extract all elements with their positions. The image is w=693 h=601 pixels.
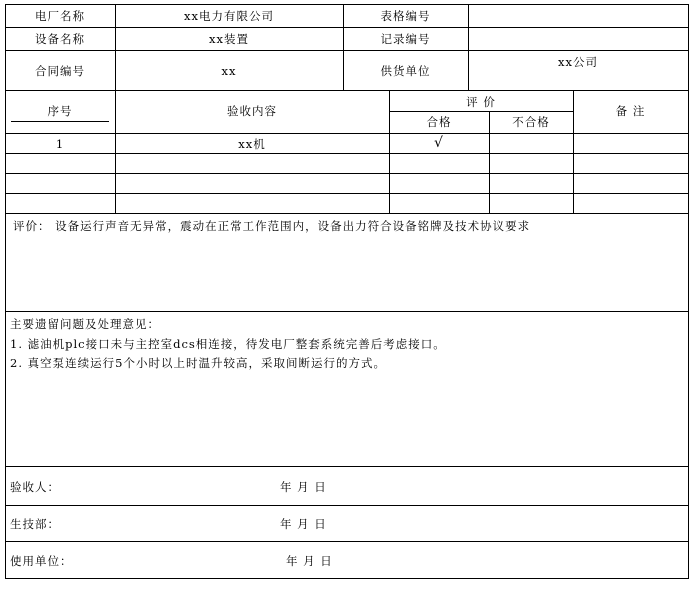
record-no-label: 记录编号 [380,32,431,46]
row-pass-check: √ [434,135,444,151]
plant-value: xx电力有限公司 [184,9,274,23]
border-left [5,4,6,579]
row-seq: 1 [55,137,65,151]
col-fail-header: 不合格 [512,115,550,129]
contract-value: xx [221,64,237,78]
rule [5,193,689,194]
col-note-header: 备 注 [615,104,646,118]
rule [389,111,574,112]
col-content-header: 验收内容 [227,104,277,118]
plant-label: 电厂名称 [35,9,85,23]
inspector-label: 验收人： [10,480,60,494]
equipment-label: 设备名称 [35,32,85,46]
rule [5,213,689,214]
tech-dept-date: 年 月 日 [280,517,327,531]
supplier-label: 供货单位 [380,64,431,78]
supplier-value: xx公司 [558,55,598,69]
rule [5,153,689,154]
rule [5,90,689,91]
rule [5,27,689,28]
col-pass-header: 合格 [426,115,452,129]
border-right [688,4,689,579]
seq-underline [11,121,109,122]
border-bottom [5,578,689,579]
border-top [5,4,689,5]
contract-label: 合同编号 [35,64,85,78]
user-unit-label: 使用单位： [10,554,73,568]
issue-item: 1. 滤油机plc接口未与主控室dcs相连接，待发电厂整套系统完善后考虑接口。 [10,337,446,351]
rule [5,311,689,312]
rule [468,4,469,91]
tech-dept-label: 生技部： [10,517,60,531]
rule [5,466,689,467]
user-unit-date: 年 月 日 [286,554,333,568]
equipment-value: xx装置 [209,32,249,46]
col-eval-header: 评 价 [466,95,496,109]
col-seq-header: 序号 [47,104,73,118]
form-no-label: 表格编号 [380,9,431,23]
issue-item: 2. 真空泵连续运行5个小时以上时温升较高，采取间断运行的方式。 [10,356,386,370]
rule [5,50,689,51]
inspector-date: 年 月 日 [280,480,327,494]
rule [5,541,689,542]
evaluation-text: 评价： 设备运行声音无异常，震动在正常工作范围内，设备出力符合设备铭牌及技术协议要求 [13,219,531,233]
rule [5,505,689,506]
row-content: xx机 [238,137,266,151]
rule [5,173,689,174]
issues-title: 主要遗留问题及处理意见： [10,317,160,331]
rule [5,133,689,134]
